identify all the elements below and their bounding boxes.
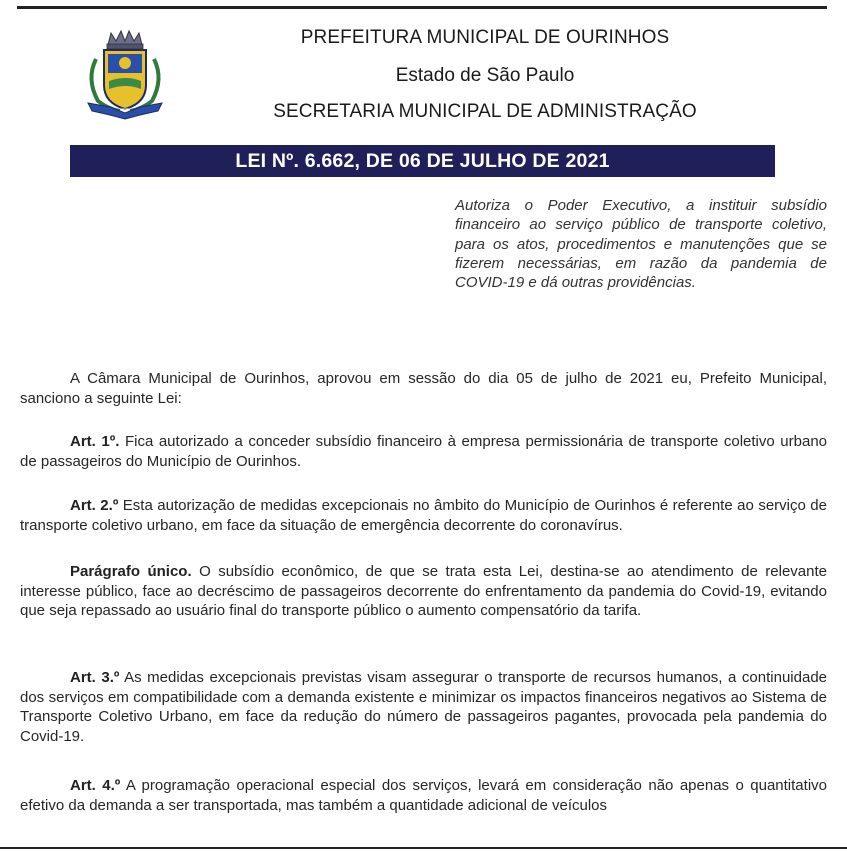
article-2-text: Esta autorização de medidas excepcionais no âmbito do Município de Ourinhos é referente ao serviço de transporte coletivo urbano, em face da situação de emergência decorrente do coronavírus. [20, 497, 827, 534]
article-2-label: Art. 2.º [70, 497, 119, 514]
article-4-text: A programação operacional especial dos serviços, levará em consideração não apenas o quantitativo efetivo da demanda a ser transportada, mas também a quantidade adicional de veículos [20, 777, 827, 814]
article-3-text: As medidas excepcionais previstas visam assegurar o transporte de recursos humanos, a continuidade dos serviços em compatibilidade com a demanda existente e minimizar os impactos financeiros negativos ao Sistema de Transporte Coletivo Urbano, em face da redução do número de passageiros pagantes, provocada pela pandemia do Covid-19. [20, 669, 827, 745]
law-summary-ementa: Autoriza o Poder Executivo, a instituir subsídio financeiro ao serviço público de transporte coletivo, para os atos, procedimentos e manutenções que se fizerem necessárias, em razão da pandemia de COVID-19 e dá outras providências. [455, 197, 827, 292]
sole-paragraph-label: Parágrafo único. [70, 563, 192, 580]
law-title-bar: LEI Nº. 6.662, DE 06 DE JULHO DE 2021 [70, 145, 775, 177]
article-4-label: Art. 4.º [70, 777, 121, 794]
header-municipality: PREFEITURA MUNICIPAL DE OURINHOS [300, 27, 670, 48]
preamble-paragraph: A Câmara Municipal de Ourinhos, aprovou em sessão do dia 05 de julho de 2021 eu, Prefeito Municipal, sanciono a seguinte Lei: [20, 370, 827, 407]
article-1 [20, 432, 827, 471]
sole-paragraph [20, 562, 827, 621]
article-2 [20, 496, 827, 535]
top-border-rule [17, 6, 827, 9]
article-4 [20, 776, 827, 815]
header-department: SECRETARIA MUNICIPAL DE ADMINISTRAÇÃO [273, 101, 697, 122]
article-3-label: Art. 3.º [70, 669, 120, 686]
article-3 [20, 668, 827, 746]
header-state: Estado de São Paulo [395, 65, 575, 86]
article-1-text: Fica autorizado a conceder subsídio financeiro à empresa permissionária de transporte coletivo urbano de passageiros do Município de Ourinhos. [20, 433, 828, 470]
article-1-label: Art. 1º. [70, 433, 120, 450]
bottom-border-rule [0, 847, 847, 849]
sole-paragraph-text: O subsídio econômico, de que se trata esta Lei, destina-se ao atendimento de relevante interesse público, face ao decréscimo de passageiros decorrente do enfrentamento da pandemia do Covid-19, evitando que seja repassado ao usuário final do transporte público o aumento compensatório da tarifa. [20, 563, 827, 619]
